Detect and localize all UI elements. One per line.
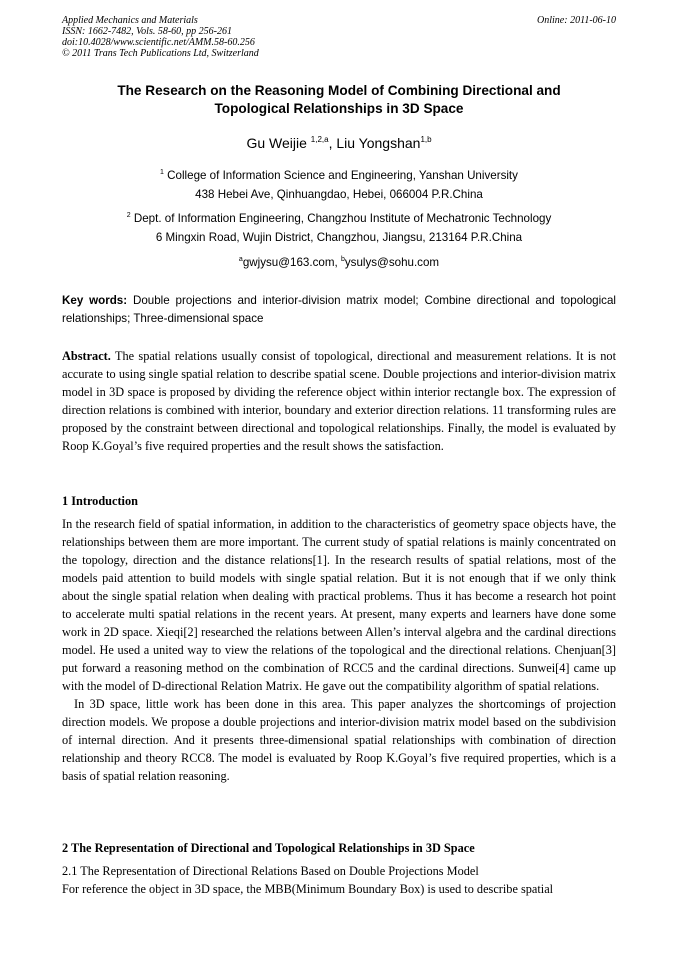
section-1-heading: 1 Introduction	[62, 494, 138, 508]
keywords	[62, 292, 616, 328]
online-date: Online: 2011-06-10	[537, 15, 616, 26]
paper-title	[62, 82, 616, 118]
section-2-1-heading: 2.1 The Representation of Directional Relations Based on Double Projections Model	[62, 864, 479, 878]
author-2-affiliation-mark: 1,b	[420, 135, 432, 144]
issn-line: ISSN: 1662-7482, Vols. 58-60, pp 256-261	[62, 26, 232, 37]
author-2: Liu Yongshan	[336, 135, 421, 151]
affiliation-1-name: College of Information Science and Engineering, Yanshan University	[163, 169, 518, 182]
copyright-line: © 2011 Trans Tech Publications Ltd, Switzerland	[62, 48, 259, 59]
keywords-label: Key words:	[62, 294, 128, 307]
journal-name: Applied Mechanics and Materials	[62, 15, 198, 26]
affiliation-2-address: 6 Mingxin Road, Wujin District, Changzhou, Jiangsu, 213164 P.R.China	[155, 231, 523, 244]
abstract-text: The spatial relations usually consist of topological, directional and measurement relations. It is not accurate to using single spatial relation to describe spatial scene. Double projections and interior-division matrix model in 3D space is proposed by dividing the reference object within interior rectangle box. The expression of direction relations is combined with interior, boundary and exterior direction relations. 11 transforming rules are proposed by the constraint between directional and topological relationships. Finally, the model is evaluated by Roop K.Goyal’s five required properties and the result shows the satisfaction.	[62, 349, 616, 453]
affiliation-2-line-1	[62, 209, 616, 226]
affiliation-1-address: 438 Hebei Ave, Qinhuangdao, Hebei, 066004 P.R.China	[195, 188, 483, 201]
abstract	[62, 347, 616, 455]
affiliation-1-line-1	[62, 166, 616, 183]
affiliation-1-mark: 1	[160, 169, 164, 176]
email-b-mark: b	[340, 256, 345, 263]
section-1-paragraph-2: In 3D space, little work has been done in this area. This paper analyzes the shortcomings of projection direction models. We propose a double projections and interior-division matrix model based on the subdivision of internal direction. And it presents three-dimensional spatial relationships with combination of direction relationship and theory RCC8. The model is evaluated by Roop K.Goyal’s five required properties, which is a basis of spatial relation reasoning.	[62, 697, 616, 783]
author-list	[62, 131, 616, 152]
email-line	[62, 253, 616, 270]
section-1-paragraph-1: In the research field of spatial information, in addition to the characteristics of geometry space objects have, the relationships between them are more important. The current study of spatial relations is mainly concentrated on the topology, direction and the distance relations[1]. In the research results of spatial relations, most of the models paid attention to build models with single spatial relation. But it is not enough that if we only think about the single spatial relation when dealing with practical problems. Thus it has become a research hot point to accelerate multi spatial relations in the recent years. At present, many experts and learners have done some work in 2D space. Xieqi[2] researched the relations between Allen’s interval algebra and the cardinal directions model. He used a united way to view the relations of the topological and the directional relations. Chenjuan[3] put forward a reasoning method on the combination of RCC5 and the cardinal directions. Sunwei[4] came up with the model of D-directional Relation Matrix. He gave out the compatibility algorithm of spatial relations.	[62, 517, 616, 693]
section-2-heading: 2 The Representation of Directional and Topological Relationships in 3D Space	[62, 841, 475, 855]
affiliation-2-name: Dept. of Information Engineering, Changzhou Institute of Mechatronic Technology	[130, 212, 552, 225]
abstract-label: Abstract.	[62, 349, 111, 363]
journal-metadata	[62, 15, 259, 59]
author-separator: ,	[328, 135, 337, 151]
title-line-2: Topological Relationships in 3D Space	[214, 101, 464, 116]
section-2-paragraph-1: For reference the object in 3D space, the MBB(Minimum Boundary Box) is used to describe spatial	[62, 882, 554, 896]
doi-line: doi:10.4028/www.scientific.net/AMM.58-60.256	[62, 37, 255, 48]
keywords-text: Double projections and interior-division matrix model; Combine directional and topological relationships; Three-dimensional space	[62, 294, 617, 325]
affiliation-2-mark: 2	[126, 212, 131, 219]
author-1: Gu Weijie	[246, 135, 311, 151]
section-1-body	[62, 515, 616, 785]
title-line-1: The Research on the Reasoning Model of Combining Directional and	[117, 83, 561, 98]
email-a-mark: a	[238, 256, 243, 263]
email-a: gwjysu@163.com,	[242, 256, 341, 269]
author-1-affiliation-mark: 1,2,a	[310, 135, 329, 144]
email-b: ysulys@sohu.com	[344, 256, 440, 269]
section-2-body	[62, 880, 616, 898]
